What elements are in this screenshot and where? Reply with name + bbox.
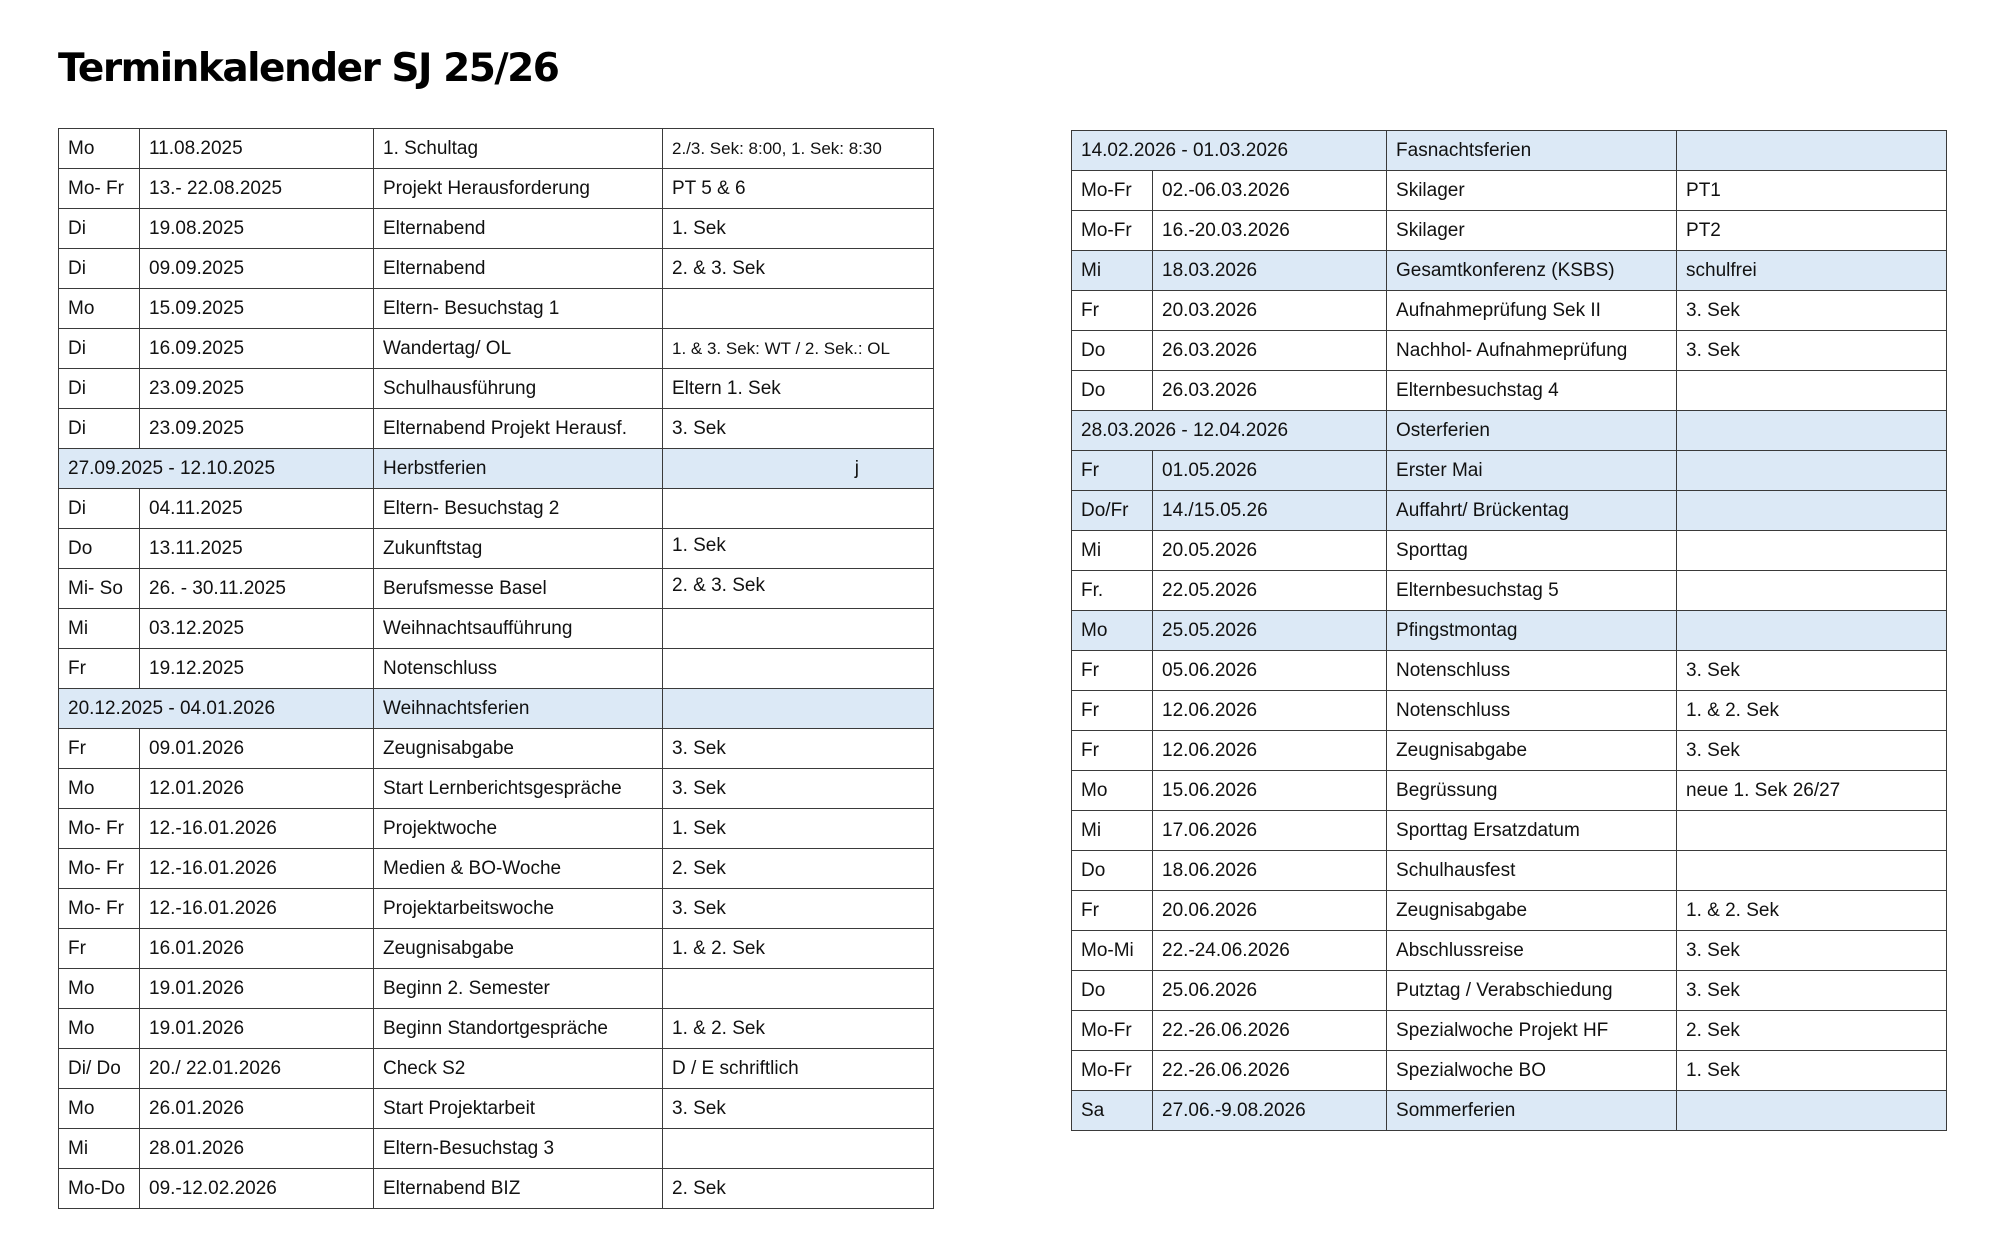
audience-cell: PT1 — [1677, 171, 1947, 211]
audience-cell — [1677, 131, 1947, 171]
weekday-cell: Fr — [59, 929, 140, 969]
table-row — [59, 609, 934, 649]
audience-cell — [1677, 371, 1947, 411]
audience-cell: 2. Sek — [663, 1169, 934, 1209]
audience-cell: 2. & 3. Sek — [663, 569, 934, 609]
event-cell: Nachhol- Aufnahmeprüfung — [1387, 331, 1677, 371]
event-cell: Auffahrt/ Brückentag — [1387, 491, 1677, 531]
audience-cell: D / E schriftlich — [663, 1049, 934, 1089]
table-row — [1072, 931, 1947, 971]
weekday-cell: Sa — [1072, 1091, 1153, 1131]
weekday-cell: Mo — [59, 1009, 140, 1049]
weekday-cell: Mo-Fr — [1072, 1011, 1153, 1051]
table-row — [59, 769, 934, 809]
date-cell: 02.-06.03.2026 — [1153, 171, 1387, 211]
audience-cell: 3. Sek — [1677, 291, 1947, 331]
date-cell: 15.06.2026 — [1153, 771, 1387, 811]
date-cell: 18.03.2026 — [1153, 251, 1387, 291]
date-range-cell: 27.09.2025 - 12.10.2025 — [59, 449, 374, 489]
date-range-cell: 28.03.2026 - 12.04.2026 — [1072, 411, 1387, 451]
event-cell: Zeugnisabgabe — [374, 729, 663, 769]
table-row — [1072, 731, 1947, 771]
audience-cell: 1. Sek — [1677, 1051, 1947, 1091]
audience-cell — [1677, 531, 1947, 571]
date-cell: 12.06.2026 — [1153, 731, 1387, 771]
event-cell: Check S2 — [374, 1049, 663, 1089]
event-cell: Weihnachtsaufführung — [374, 609, 663, 649]
date-cell: 16.-20.03.2026 — [1153, 211, 1387, 251]
table-row — [1072, 651, 1947, 691]
table-row — [59, 129, 934, 169]
weekday-cell: Fr — [1072, 891, 1153, 931]
event-cell: Spezialwoche BO — [1387, 1051, 1677, 1091]
weekday-cell: Di — [59, 409, 140, 449]
audience-cell: 1. & 2. Sek — [663, 1009, 934, 1049]
event-cell: Eltern- Besuchstag 1 — [374, 289, 663, 329]
event-cell: Abschlussreise — [1387, 931, 1677, 971]
table-row — [1072, 1011, 1947, 1051]
date-cell: 12.-16.01.2026 — [140, 849, 374, 889]
weekday-cell: Fr — [1072, 291, 1153, 331]
weekday-cell: Mo — [59, 769, 140, 809]
date-cell: 20.06.2026 — [1153, 891, 1387, 931]
event-cell: Projektwoche — [374, 809, 663, 849]
weekday-cell: Mi — [1072, 251, 1153, 291]
audience-cell: 2. Sek — [663, 849, 934, 889]
table-row — [1072, 571, 1947, 611]
weekday-cell: Fr — [59, 649, 140, 689]
event-cell: Medien & BO-Woche — [374, 849, 663, 889]
weekday-cell: Fr — [1072, 451, 1153, 491]
date-cell: 19.12.2025 — [140, 649, 374, 689]
event-cell: Sporttag Ersatzdatum — [1387, 811, 1677, 851]
weekday-cell: Mo — [59, 1089, 140, 1129]
event-cell: Skilager — [1387, 171, 1677, 211]
date-cell: 09.-12.02.2026 — [140, 1169, 374, 1209]
event-cell: Fasnachtsferien — [1387, 131, 1677, 171]
weekday-cell: Mo — [59, 289, 140, 329]
event-cell: Beginn Standortgespräche — [374, 1009, 663, 1049]
event-cell: Start Projektarbeit — [374, 1089, 663, 1129]
event-cell: Beginn 2. Semester — [374, 969, 663, 1009]
date-cell: 26.03.2026 — [1153, 331, 1387, 371]
weekday-cell: Mo — [59, 129, 140, 169]
table-row — [1072, 691, 1947, 731]
date-cell: 01.05.2026 — [1153, 451, 1387, 491]
weekday-cell: Mo — [1072, 771, 1153, 811]
weekday-cell: Fr — [59, 729, 140, 769]
event-cell: Pfingstmontag — [1387, 611, 1677, 651]
date-cell: 26. - 30.11.2025 — [140, 569, 374, 609]
audience-cell — [1677, 411, 1947, 451]
weekday-cell: Mo-Fr — [1072, 171, 1153, 211]
audience-cell — [663, 1129, 934, 1169]
audience-cell — [1677, 851, 1947, 891]
weekday-cell: Di — [59, 369, 140, 409]
audience-cell: 3. Sek — [663, 729, 934, 769]
weekday-cell: Di — [59, 209, 140, 249]
audience-cell: 3. Sek — [1677, 331, 1947, 371]
audience-cell — [663, 489, 934, 529]
event-cell: Schulhausfest — [1387, 851, 1677, 891]
weekday-cell: Fr — [1072, 691, 1153, 731]
table-row — [59, 169, 934, 209]
date-range-cell: 20.12.2025 - 04.01.2026 — [59, 689, 374, 729]
table-row — [1072, 491, 1947, 531]
date-cell: 25.05.2026 — [1153, 611, 1387, 651]
event-cell: Elternabend Projekt Herausf. — [374, 409, 663, 449]
date-cell: 15.09.2025 — [140, 289, 374, 329]
table-row — [59, 889, 934, 929]
date-cell: 22.-24.06.2026 — [1153, 931, 1387, 971]
event-cell: Zeugnisabgabe — [1387, 731, 1677, 771]
weekday-cell: Do — [1072, 371, 1153, 411]
audience-cell: PT2 — [1677, 211, 1947, 251]
weekday-cell: Mo — [59, 969, 140, 1009]
date-cell: 22.-26.06.2026 — [1153, 1011, 1387, 1051]
table-row — [1072, 891, 1947, 931]
date-cell: 27.06.-9.08.2026 — [1153, 1091, 1387, 1131]
date-cell: 19.08.2025 — [140, 209, 374, 249]
audience-cell: 3. Sek — [1677, 651, 1947, 691]
event-cell: Eltern- Besuchstag 2 — [374, 489, 663, 529]
date-cell: 12.-16.01.2026 — [140, 809, 374, 849]
date-cell: 12.06.2026 — [1153, 691, 1387, 731]
event-cell: Elternabend BIZ — [374, 1169, 663, 1209]
event-cell: Notenschluss — [1387, 691, 1677, 731]
audience-cell — [1677, 451, 1947, 491]
table-row — [59, 529, 934, 569]
table-row — [59, 729, 934, 769]
audience-cell: 3. Sek — [663, 409, 934, 449]
event-cell: Projektarbeitswoche — [374, 889, 663, 929]
date-cell: 14./15.05.26 — [1153, 491, 1387, 531]
audience-cell: 1. & 2. Sek — [1677, 891, 1947, 931]
date-cell: 25.06.2026 — [1153, 971, 1387, 1011]
holiday-row — [1072, 131, 1947, 171]
table-row — [59, 809, 934, 849]
date-cell: 13.11.2025 — [140, 529, 374, 569]
table-row — [59, 489, 934, 529]
table-row — [59, 569, 934, 609]
audience-cell — [663, 969, 934, 1009]
weekday-cell: Do — [59, 529, 140, 569]
table-row — [59, 249, 934, 289]
audience-cell: 1. Sek — [663, 209, 934, 249]
audience-cell: PT 5 & 6 — [663, 169, 934, 209]
audience-cell — [663, 289, 934, 329]
audience-cell: 1. Sek — [663, 529, 934, 569]
date-cell: 13.- 22.08.2025 — [140, 169, 374, 209]
table-row — [1072, 851, 1947, 891]
event-cell: Weihnachtsferien — [374, 689, 663, 729]
date-cell: 09.01.2026 — [140, 729, 374, 769]
audience-cell: 3. Sek — [1677, 971, 1947, 1011]
audience-cell: Eltern 1. Sek — [663, 369, 934, 409]
table-row — [59, 1169, 934, 1209]
event-cell: Elternabend — [374, 249, 663, 289]
audience-cell — [1677, 491, 1947, 531]
calendar-table-right — [1071, 130, 1947, 1131]
date-cell: 11.08.2025 — [140, 129, 374, 169]
table-row — [59, 329, 934, 369]
event-cell: Schulhausführung — [374, 369, 663, 409]
weekday-cell: Mi — [1072, 531, 1153, 571]
audience-cell: 1. & 2. Sek — [663, 929, 934, 969]
event-cell: Eltern-Besuchstag 3 — [374, 1129, 663, 1169]
event-cell: Begrüssung — [1387, 771, 1677, 811]
weekday-cell: Mo-Do — [59, 1169, 140, 1209]
table-row — [59, 849, 934, 889]
audience-cell — [1677, 571, 1947, 611]
table-row — [59, 369, 934, 409]
event-cell: Elternbesuchstag 4 — [1387, 371, 1677, 411]
date-cell: 18.06.2026 — [1153, 851, 1387, 891]
table-row — [1072, 531, 1947, 571]
date-cell: 16.01.2026 — [140, 929, 374, 969]
weekday-cell: Mo- Fr — [59, 889, 140, 929]
audience-cell: neue 1. Sek 26/27 — [1677, 771, 1947, 811]
table-row — [1072, 971, 1947, 1011]
table-row — [1072, 291, 1947, 331]
table-row — [1072, 451, 1947, 491]
weekday-cell: Di — [59, 249, 140, 289]
event-cell: Skilager — [1387, 211, 1677, 251]
table-row — [59, 929, 934, 969]
holiday-row — [1072, 411, 1947, 451]
weekday-cell: Mi- So — [59, 569, 140, 609]
holiday-row — [59, 449, 934, 489]
event-cell: Aufnahmeprüfung Sek II — [1387, 291, 1677, 331]
weekday-cell: Di — [59, 489, 140, 529]
date-cell: 12.-16.01.2026 — [140, 889, 374, 929]
audience-cell: 3. Sek — [663, 1089, 934, 1129]
audience-cell: 3. Sek — [1677, 731, 1947, 771]
audience-cell: 1. & 3. Sek: WT / 2. Sek.: OL — [663, 329, 934, 369]
date-cell: 17.06.2026 — [1153, 811, 1387, 851]
weekday-cell: Mo — [1072, 611, 1153, 651]
table-row — [1072, 331, 1947, 371]
event-cell: Putztag / Verabschiedung — [1387, 971, 1677, 1011]
table-row — [59, 1089, 934, 1129]
weekday-cell: Mo- Fr — [59, 809, 140, 849]
table-row — [59, 649, 934, 689]
event-cell: 1. Schultag — [374, 129, 663, 169]
date-cell: 26.01.2026 — [140, 1089, 374, 1129]
audience-cell: 3. Sek — [663, 889, 934, 929]
event-cell: Sommerferien — [1387, 1091, 1677, 1131]
audience-cell — [663, 649, 934, 689]
audience-cell — [663, 689, 934, 729]
date-cell: 20.03.2026 — [1153, 291, 1387, 331]
date-cell: 12.01.2026 — [140, 769, 374, 809]
date-cell: 09.09.2025 — [140, 249, 374, 289]
date-cell: 22.05.2026 — [1153, 571, 1387, 611]
weekday-cell: Mi — [59, 609, 140, 649]
event-cell: Berufsmesse Basel — [374, 569, 663, 609]
event-cell: Projekt Herausforderung — [374, 169, 663, 209]
event-cell: Osterferien — [1387, 411, 1677, 451]
table-row — [59, 969, 934, 1009]
event-cell: Sporttag — [1387, 531, 1677, 571]
date-cell: 19.01.2026 — [140, 1009, 374, 1049]
audience-cell — [1677, 611, 1947, 651]
weekday-cell: Mo-Fr — [1072, 211, 1153, 251]
date-cell: 28.01.2026 — [140, 1129, 374, 1169]
weekday-cell: Mo- Fr — [59, 169, 140, 209]
date-cell: 26.03.2026 — [1153, 371, 1387, 411]
event-cell: Herbstferien — [374, 449, 663, 489]
date-cell: 20.05.2026 — [1153, 531, 1387, 571]
table-row — [1072, 611, 1947, 651]
event-cell: Elternbesuchstag 5 — [1387, 571, 1677, 611]
audience-cell: j — [663, 449, 934, 489]
audience-cell: 2. & 3. Sek — [663, 249, 934, 289]
event-cell: Zeugnisabgabe — [1387, 891, 1677, 931]
audience-cell: schulfrei — [1677, 251, 1947, 291]
table-row — [1072, 371, 1947, 411]
date-range-cell: 14.02.2026 - 01.03.2026 — [1072, 131, 1387, 171]
weekday-cell: Fr. — [1072, 571, 1153, 611]
weekday-cell: Do — [1072, 851, 1153, 891]
weekday-cell: Do — [1072, 331, 1153, 371]
table-row — [59, 409, 934, 449]
audience-cell — [663, 609, 934, 649]
weekday-cell: Do/Fr — [1072, 491, 1153, 531]
table-row — [59, 1009, 934, 1049]
date-cell: 03.12.2025 — [140, 609, 374, 649]
event-cell: Elternabend — [374, 209, 663, 249]
table-row — [1072, 811, 1947, 851]
weekday-cell: Fr — [1072, 651, 1153, 691]
event-cell: Spezialwoche Projekt HF — [1387, 1011, 1677, 1051]
audience-cell: 1. & 2. Sek — [1677, 691, 1947, 731]
weekday-cell: Mo- Fr — [59, 849, 140, 889]
date-cell: 05.06.2026 — [1153, 651, 1387, 691]
date-cell: 23.09.2025 — [140, 369, 374, 409]
event-cell: Zukunftstag — [374, 529, 663, 569]
date-cell: 22.-26.06.2026 — [1153, 1051, 1387, 1091]
table-row — [1072, 1091, 1947, 1131]
table-row — [59, 289, 934, 329]
weekday-cell: Mi — [1072, 811, 1153, 851]
event-cell: Notenschluss — [1387, 651, 1677, 691]
date-cell: 16.09.2025 — [140, 329, 374, 369]
event-cell: Notenschluss — [374, 649, 663, 689]
audience-cell: 3. Sek — [1677, 931, 1947, 971]
weekday-cell: Mo-Mi — [1072, 931, 1153, 971]
holiday-row — [59, 689, 934, 729]
table-row — [1072, 171, 1947, 211]
weekday-cell: Do — [1072, 971, 1153, 1011]
date-cell: 19.01.2026 — [140, 969, 374, 1009]
table-row — [1072, 1051, 1947, 1091]
weekday-cell: Mi — [59, 1129, 140, 1169]
audience-cell — [1677, 811, 1947, 851]
event-cell: Zeugnisabgabe — [374, 929, 663, 969]
calendar-table-left — [58, 128, 934, 1209]
event-cell: Erster Mai — [1387, 451, 1677, 491]
table-row — [1072, 771, 1947, 811]
weekday-cell: Fr — [1072, 731, 1153, 771]
audience-cell: 1. Sek — [663, 809, 934, 849]
date-cell: 23.09.2025 — [140, 409, 374, 449]
weekday-cell: Di — [59, 329, 140, 369]
event-cell: Gesamtkonferenz (KSBS) — [1387, 251, 1677, 291]
table-row — [1072, 251, 1947, 291]
event-cell: Start Lernberichtsgespräche — [374, 769, 663, 809]
weekday-cell: Di/ Do — [59, 1049, 140, 1089]
table-row — [59, 209, 934, 249]
audience-cell: 3. Sek — [663, 769, 934, 809]
date-cell: 04.11.2025 — [140, 489, 374, 529]
event-cell: Wandertag/ OL — [374, 329, 663, 369]
weekday-cell: Mo-Fr — [1072, 1051, 1153, 1091]
audience-cell — [1677, 1091, 1947, 1131]
date-cell: 20./ 22.01.2026 — [140, 1049, 374, 1089]
audience-cell: 2. Sek — [1677, 1011, 1947, 1051]
table-row — [1072, 211, 1947, 251]
page-title: Terminkalender SJ 25/26 — [58, 46, 559, 91]
table-row — [59, 1049, 934, 1089]
table-row — [59, 1129, 934, 1169]
audience-cell: 2./3. Sek: 8:00, 1. Sek: 8:30 — [663, 129, 934, 169]
